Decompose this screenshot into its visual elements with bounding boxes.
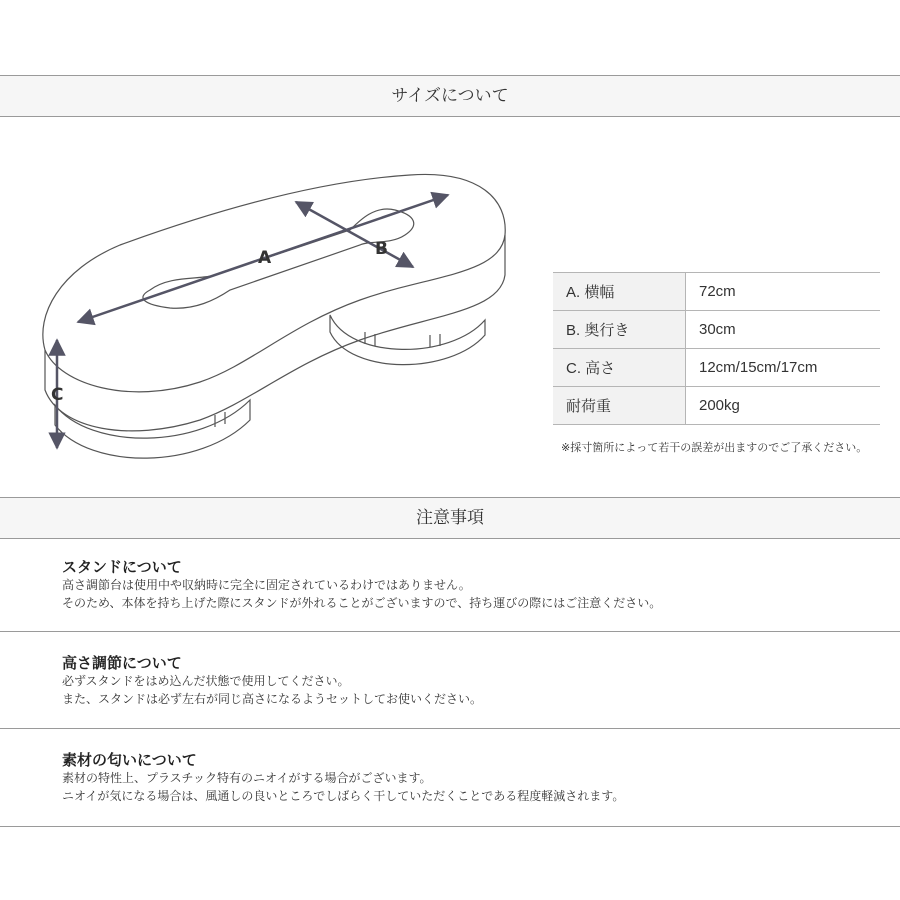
left-stand-outline: [55, 400, 250, 458]
spec-row-height: [553, 349, 880, 387]
notice-title: 素材の匂いについて: [62, 751, 197, 769]
dimension-label-c: C: [51, 385, 64, 405]
top-surface-outline: [43, 174, 505, 391]
measurement-note: ※採寸箇所によって若干の誤差が出ますのでご了承ください。: [561, 441, 868, 454]
spec-label-height: C. 高さ: [553, 349, 686, 387]
spec-label-depth: B. 奥行き: [553, 311, 686, 349]
notice-material-smell: [0, 729, 900, 827]
spec-row-load: [553, 387, 880, 425]
spec-table: [553, 272, 880, 425]
product-dimension-illustration: [30, 150, 530, 480]
spec-value-depth: 30cm: [686, 311, 881, 349]
dimension-label-b: B: [375, 239, 388, 259]
notice-line: 高さ調節台は使用中や収納時に完全に固定されているわけではありません。: [62, 578, 471, 592]
dimension-label-a: A: [258, 248, 272, 268]
spec-value-width: 72cm: [686, 273, 881, 311]
notice-line: 素材の特性上、プラスチック特有のニオイがする場合がございます。: [62, 771, 432, 785]
notice-line: また、スタンドは必ず左右が同じ高さになるようセットしてお使いください。: [62, 692, 483, 706]
spec-row-depth: [553, 311, 880, 349]
spec-label-width: A. 横幅: [553, 273, 686, 311]
notice-title: 高さ調節について: [62, 654, 182, 672]
notice-line: ニオイが気になる場合は、風通しの良いところでしばらく干していただくことである程度軽減されます。: [62, 789, 625, 803]
size-section-header: サイズについて: [0, 75, 900, 117]
notes-section-header: 注意事項: [0, 497, 900, 539]
notice-height-adjust: [0, 632, 900, 729]
right-stand-outline: [330, 315, 485, 365]
spec-value-load: 200kg: [686, 387, 881, 425]
spec-row-width: [553, 273, 880, 311]
spec-label-load: 耐荷重: [553, 387, 686, 425]
notice-line: そのため、本体を持ち上げた際にスタンドが外れることがございますので、持ち運びの際にはご注意ください。: [62, 596, 662, 610]
notice-title: スタンドについて: [62, 558, 182, 576]
notice-line: 必ずスタンドをはめ込んだ状態で使用してください。: [62, 674, 350, 688]
notice-stand: [0, 538, 900, 632]
spec-value-height: 12cm/15cm/17cm: [686, 349, 881, 387]
